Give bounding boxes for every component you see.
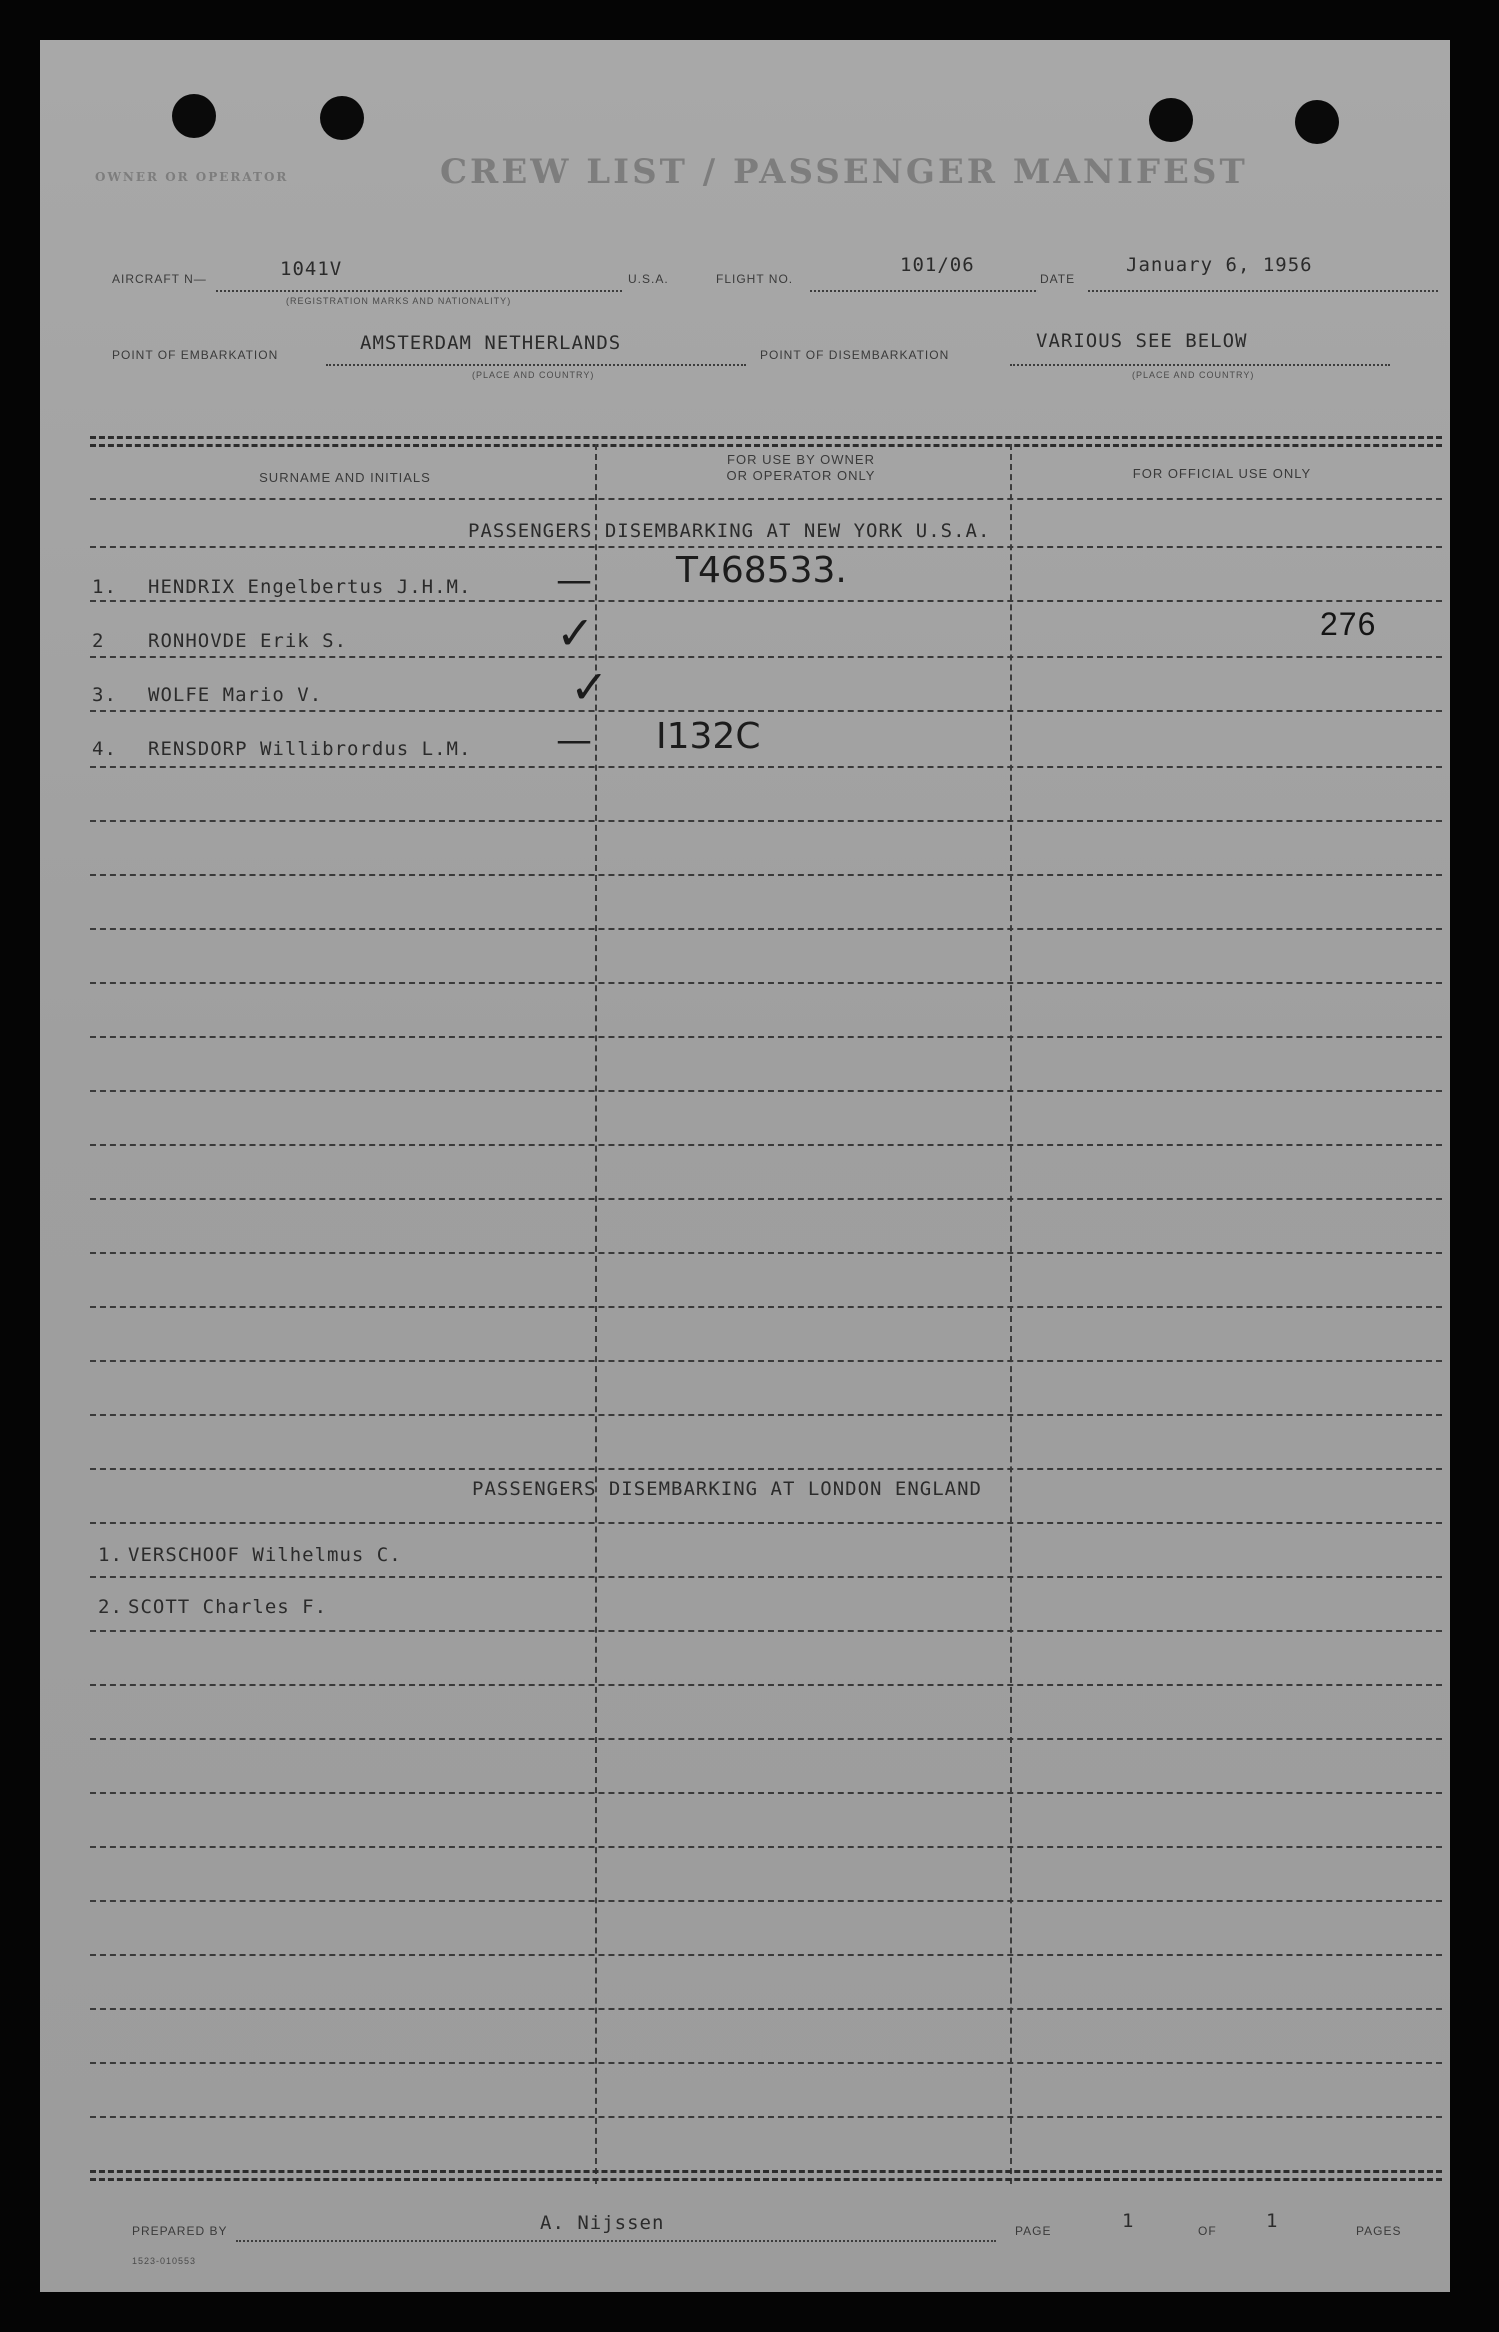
handwritten-note: I132C: [656, 716, 761, 757]
usa-label: U.S.A.: [628, 272, 669, 286]
dash-mark: —: [556, 720, 592, 761]
table-rule: [90, 1090, 1442, 1092]
disembark-value: VARIOUS SEE BELOW: [1036, 330, 1248, 352]
date-line: [1088, 290, 1438, 292]
table-rule: [90, 656, 1442, 658]
embark-label: POINT OF EMBARKATION: [112, 348, 279, 362]
prepared-by-value: A. Nijssen: [540, 2212, 665, 2234]
col-surname-header: SURNAME AND INITIALS: [259, 470, 431, 485]
table-rule: [90, 2008, 1442, 2010]
handwritten-note: T468533.: [676, 550, 847, 591]
check-mark-icon: ✓: [570, 660, 609, 714]
table-rule: [90, 1522, 1442, 1524]
row-number: 2: [92, 630, 105, 652]
prepared-by-line: [236, 2240, 996, 2242]
table-rule: [90, 498, 1442, 500]
table-rule: [90, 1198, 1442, 1200]
passenger-name: HENDRIX Engelbertus J.H.M.: [148, 576, 472, 598]
punch-hole-icon: [1295, 100, 1339, 144]
pages-label: PAGES: [1356, 2224, 1402, 2238]
table-rule: [90, 2062, 1442, 2064]
aircraft-line: [216, 290, 622, 292]
dash-mark: —: [556, 560, 592, 601]
section-heading-new-york: PASSENGERS DISEMBARKING AT NEW YORK U.S.A.: [468, 520, 991, 542]
manifest-sheet: [40, 40, 1450, 2292]
table-rule: [90, 982, 1442, 984]
section-heading-london: PASSENGERS DISEMBARKING AT LONDON ENGLAND: [472, 1478, 982, 1500]
table-rule: [90, 546, 1442, 548]
table-rule: [90, 874, 1442, 876]
row-number: 1.: [92, 576, 117, 598]
table-rule: [90, 1252, 1442, 1254]
passenger-name: VERSCHOOF Wilhelmus C.: [128, 1544, 402, 1566]
table-rule: [90, 928, 1442, 930]
table-rule: [90, 1630, 1442, 1632]
official-number-stamp: 276: [1320, 606, 1377, 642]
aircraft-label: AIRCRAFT N—: [112, 272, 207, 286]
table-rule: [90, 1414, 1442, 1416]
table-rule-bottom: [90, 2170, 1442, 2173]
date-value: January 6, 1956: [1126, 254, 1313, 276]
table-rule: [90, 1306, 1442, 1308]
date-label: DATE: [1040, 272, 1076, 286]
table-rule: [90, 1738, 1442, 1740]
flight-line: [810, 290, 1036, 292]
owner-faint-label: OWNER OR OPERATOR: [95, 170, 289, 184]
table-rule: [90, 1360, 1442, 1362]
disembark-sublabel: (PLACE AND COUNTRY): [1132, 370, 1255, 380]
prepared-by-label: PREPARED BY: [132, 2224, 228, 2238]
form-code: 1523-010553: [132, 2256, 197, 2266]
table-rule: [90, 1900, 1442, 1902]
table-rule: [90, 820, 1442, 822]
header-rule-top: [90, 436, 1442, 439]
table-rule: [90, 766, 1442, 768]
table-rule: [90, 1954, 1442, 1956]
passenger-name: RONHOVDE Erik S.: [148, 630, 348, 652]
aircraft-sublabel: (REGISTRATION MARKS AND NATIONALITY): [286, 296, 512, 306]
row-number: 2.: [98, 1596, 123, 1618]
embark-line: [326, 364, 746, 366]
punch-hole-icon: [1149, 98, 1193, 142]
table-rule: [90, 1684, 1442, 1686]
row-number: 3.: [92, 684, 117, 706]
row-number: 1.: [98, 1544, 123, 1566]
table-rule: [90, 1468, 1442, 1470]
column-divider-2: [1010, 444, 1012, 2184]
punch-hole-icon: [172, 94, 216, 138]
punch-hole-icon: [320, 96, 364, 140]
check-mark-icon: ✓: [556, 606, 595, 660]
table-rule: [90, 710, 1442, 712]
table-rule: [90, 1792, 1442, 1794]
flight-value: 101/06: [900, 254, 975, 276]
page-label: PAGE: [1015, 2224, 1052, 2238]
of-label: OF: [1198, 2224, 1217, 2238]
passenger-name: SCOTT Charles F.: [128, 1596, 328, 1618]
form-title-faint: CREW LIST / PASSENGER MANIFEST: [440, 152, 1248, 192]
passenger-name: RENSDORP Willibrordus L.M.: [148, 738, 472, 760]
page-value: 1: [1122, 2210, 1135, 2232]
row-number: 4.: [92, 738, 117, 760]
of-value: 1: [1266, 2210, 1279, 2232]
flight-label: FLIGHT NO.: [716, 272, 794, 286]
col-owner-header-line2: OR OPERATOR ONLY: [726, 468, 876, 483]
table-rule-bottom2: [90, 2178, 1442, 2181]
aircraft-value: 1041V: [280, 258, 343, 280]
passenger-name: WOLFE Mario V.: [148, 684, 323, 706]
header-rule-top2: [90, 444, 1442, 447]
embark-sublabel: (PLACE AND COUNTRY): [472, 370, 595, 380]
disembark-label: POINT OF DISEMBARKATION: [760, 348, 950, 362]
table-rule: [90, 1576, 1442, 1578]
col-official-header: FOR OFFICIAL USE ONLY: [1132, 466, 1312, 481]
table-rule: [90, 1846, 1442, 1848]
embark-value: AMSTERDAM NETHERLANDS: [360, 332, 622, 354]
disembark-line: [1010, 364, 1390, 366]
table-rule: [90, 600, 1442, 602]
table-rule: [90, 1144, 1442, 1146]
table-rule: [90, 2116, 1442, 2118]
col-owner-header-line1: FOR USE BY OWNER: [727, 452, 875, 467]
table-rule: [90, 1036, 1442, 1038]
